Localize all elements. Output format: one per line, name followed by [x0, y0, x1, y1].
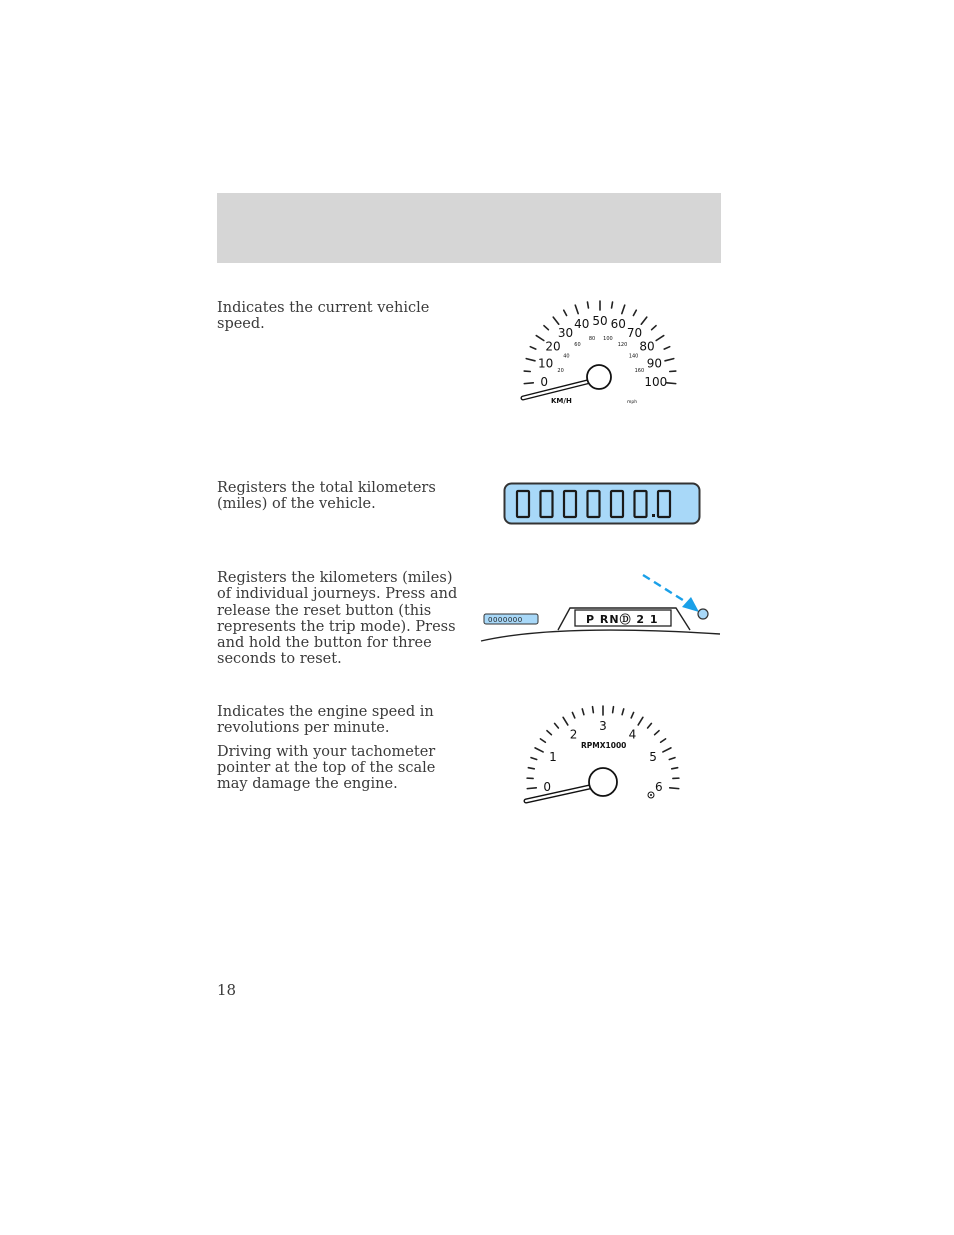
speedometer-tick: [641, 317, 647, 324]
speedometer-tick: [667, 383, 676, 384]
speedometer-label: 0: [540, 374, 549, 389]
speedometer-kmh-label: 100: [603, 335, 613, 342]
tachometer-tick: [622, 709, 624, 715]
section-header-bar: [217, 193, 721, 263]
speedometer-label: 100: [644, 374, 668, 389]
tachometer-tick: [669, 758, 675, 760]
tachometer-tick: [527, 788, 536, 789]
arrow-icon: [682, 597, 699, 612]
tachometer-tick: [663, 748, 671, 752]
speedometer-tick: [553, 317, 559, 324]
speedometer-tick: [633, 310, 636, 315]
tachometer-tick: [582, 709, 584, 715]
speedometer-text: Indicates the current vehicle speed.: [217, 300, 430, 333]
speedometer-kmh-label: 40: [563, 353, 570, 360]
tachometer-label: 5: [649, 749, 657, 764]
warning-circle-icon: [648, 792, 654, 798]
trip-odometer-description: [217, 570, 467, 668]
speedometer-needle: [523, 365, 611, 398]
speedometer-tick: [524, 383, 533, 384]
speedometer-tick: [575, 305, 578, 314]
odometer-description: [217, 480, 467, 513]
page-number: 18: [217, 981, 237, 999]
speedometer-label: 60: [610, 317, 626, 332]
speedometer-label: 10: [538, 356, 554, 371]
speedometer-kmh-label: 80: [588, 335, 596, 342]
speedometer-description: [217, 300, 467, 333]
trip-mini-display: 0000000: [488, 616, 523, 624]
speedometer-label: 40: [574, 317, 590, 332]
speedometer-tick: [652, 326, 656, 330]
tachometer-tick: [528, 768, 534, 769]
speedometer-unit-kmh: KM/H: [551, 397, 572, 405]
tachometer-tick: [655, 731, 659, 735]
tachometer-label: 4: [628, 727, 637, 742]
trip-odometer-text: Registers the kilometers (miles) of individual journeys. Press and release the reset button (this represents the trip mode). Press and hold the button for three seconds to reset.: [217, 570, 458, 668]
tachometer-label: 3: [599, 719, 607, 733]
speedometer-tick: [622, 305, 625, 314]
speedometer-tick: [544, 326, 548, 330]
speedometer-label: 30: [557, 325, 574, 340]
speedometer-tick: [587, 302, 588, 308]
speedometer-unit-mph: mph: [627, 400, 638, 405]
odometer-display: [503, 482, 701, 526]
tachometer-tick: [531, 758, 537, 760]
tachometer-tick: [638, 717, 643, 725]
speedometer-tick: [564, 310, 567, 315]
gear-indicator: P RNⒹ 2 1: [586, 613, 659, 626]
tachometer-tick: [613, 707, 614, 713]
speedometer-tick: [536, 336, 544, 341]
reset-button-icon[interactable]: [698, 609, 708, 619]
tachometer-text-2: Driving with your tachometer pointer at the top of the scale may damage the engine.: [217, 743, 436, 793]
trip-odometer-illustration: [478, 570, 723, 645]
speedometer-kmh-label: 140: [628, 353, 639, 360]
speedometer-kmh-label: 120: [617, 341, 628, 348]
speedometer-label: 50: [592, 314, 608, 328]
tachometer-label: 6: [654, 779, 663, 794]
tachometer-illustration: [518, 702, 688, 809]
speedometer-tick: [656, 336, 664, 341]
speedometer-kmh-label: 60: [574, 341, 581, 348]
speedometer-kmh-label: 160: [634, 368, 645, 375]
tachometer-text-1: Indicates the engine speed in revolutions per minute.: [217, 704, 434, 737]
tachometer-tick: [555, 723, 559, 728]
tachometer-tick: [535, 748, 543, 752]
speedometer-label: 70: [626, 325, 643, 340]
tachometer-tick: [672, 768, 678, 769]
speedometer-tick: [612, 302, 613, 308]
speedometer-tick: [665, 359, 674, 361]
odometer-text: Registers the total kilometers (miles) of the vehicle.: [217, 480, 436, 513]
tachometer-description: [217, 704, 467, 792]
speedometer-label: 80: [639, 339, 655, 354]
speedometer-label: 90: [646, 356, 662, 371]
odometer-decimal-point: [652, 514, 655, 517]
tachometer-needle: [526, 768, 617, 801]
tachometer-label: 2: [569, 727, 578, 742]
tachometer-tick: [631, 712, 633, 717]
tachometer-tick: [540, 739, 545, 742]
tachometer-tick: [593, 707, 594, 713]
tachometer-label: 0: [543, 779, 552, 794]
speedometer-kmh-label: 20: [557, 368, 564, 375]
tachometer-label: 1: [549, 749, 557, 764]
speedometer-tick: [526, 359, 535, 361]
speedometer-tick: [530, 347, 536, 349]
speedometer-tick: [664, 347, 670, 349]
speedometer-label: 20: [545, 339, 561, 354]
tachometer-unit: RPMX1000: [581, 741, 627, 750]
tachometer-tick: [670, 788, 679, 789]
tachometer-tick: [547, 731, 551, 735]
speedometer-illustration: [515, 297, 685, 410]
tachometer-tick: [661, 739, 666, 742]
tachometer-tick: [572, 712, 574, 717]
tachometer-tick: [563, 717, 568, 725]
tachometer-tick: [648, 723, 652, 728]
